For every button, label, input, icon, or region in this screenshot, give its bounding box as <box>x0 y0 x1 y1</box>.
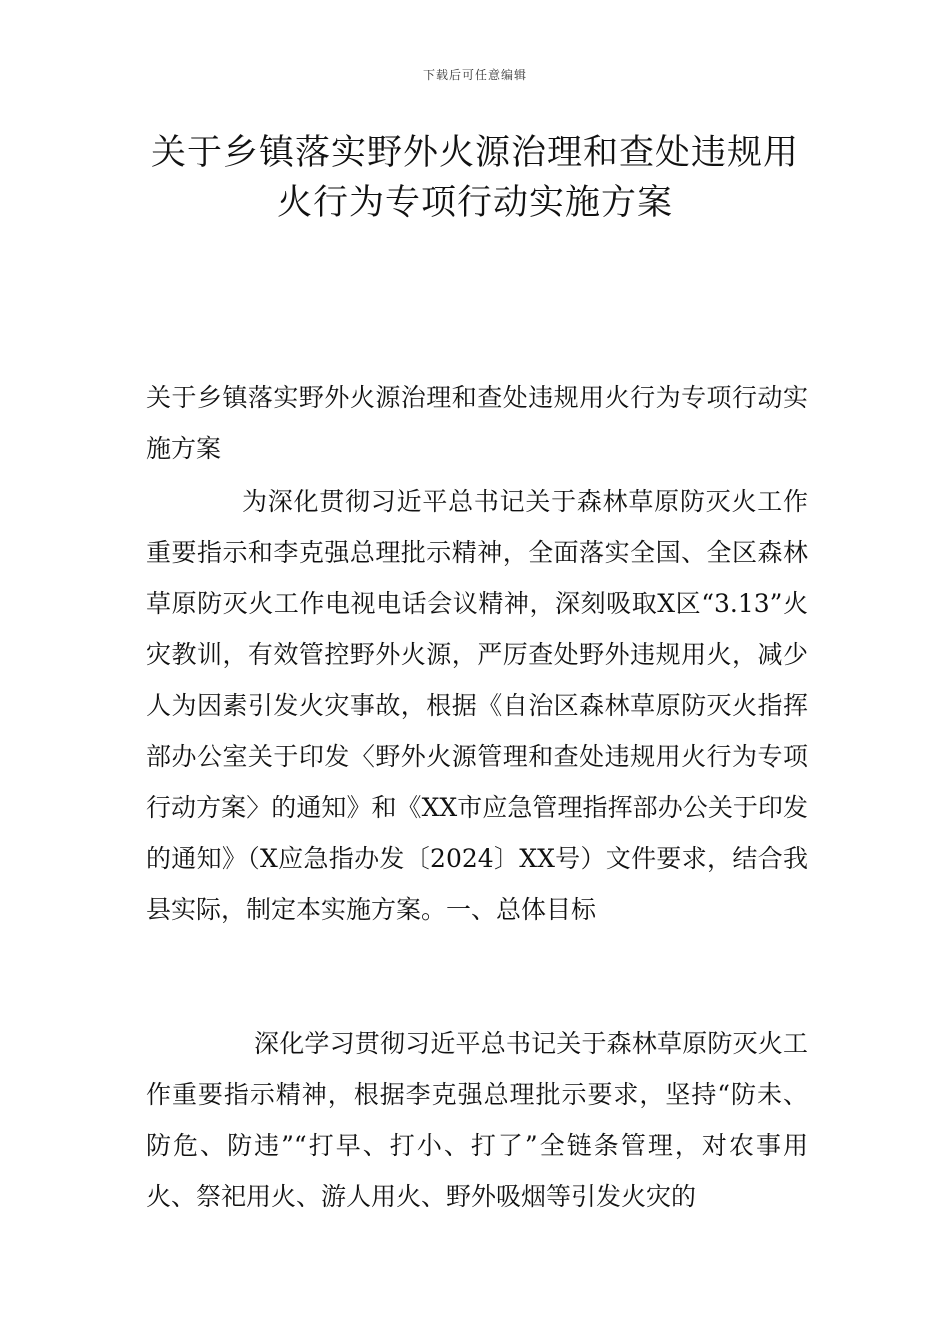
title-line-1: 关于乡镇落实野外火源治理和查处违规用 <box>150 133 799 173</box>
intro-paragraph: 为深化贯彻习近平总书记关于森林草原防灭火工作重要指示和李克强总理批示精神，全面落实全国、全区森林草原防灭火工作电视电话会议精神，深刻吸取X区“3.13”火灾教训，有效管控野外火源，严厉查处野外违规用火，减少人为因素引发火灾事故，根据《自治区森林草原防灭火指挥部办公室关于印发〈野外火源管理和查处违规用火行为专项行动方案〉的通知》和《XX市应急管理指挥部办公关于印发的通知》（X应急指办发〔2024〕XX号）文件要求，结合我县实际，制定本实施方案。一、总体目标 <box>146 487 808 924</box>
goal-paragraph: 深化学习贯彻习近平总书记关于森林草原防灭火工作重要指示精神，根据李克强总理批示要求，坚持“防未、防危、防违”“打早、打小、打了”全链条管理，对农事用火、祭祀用火、游人用火、野外吸烟等引发火灾的 <box>146 1029 808 1211</box>
page-header-note: 下载后可任意编辑 <box>422 68 527 82</box>
body-subtitle: 关于乡镇落实野外火源治理和查处违规用火行为专项行动实施方案 <box>146 383 808 463</box>
document-title <box>0 128 950 228</box>
title-line-2: 火行为专项行动实施方案 <box>276 183 673 223</box>
